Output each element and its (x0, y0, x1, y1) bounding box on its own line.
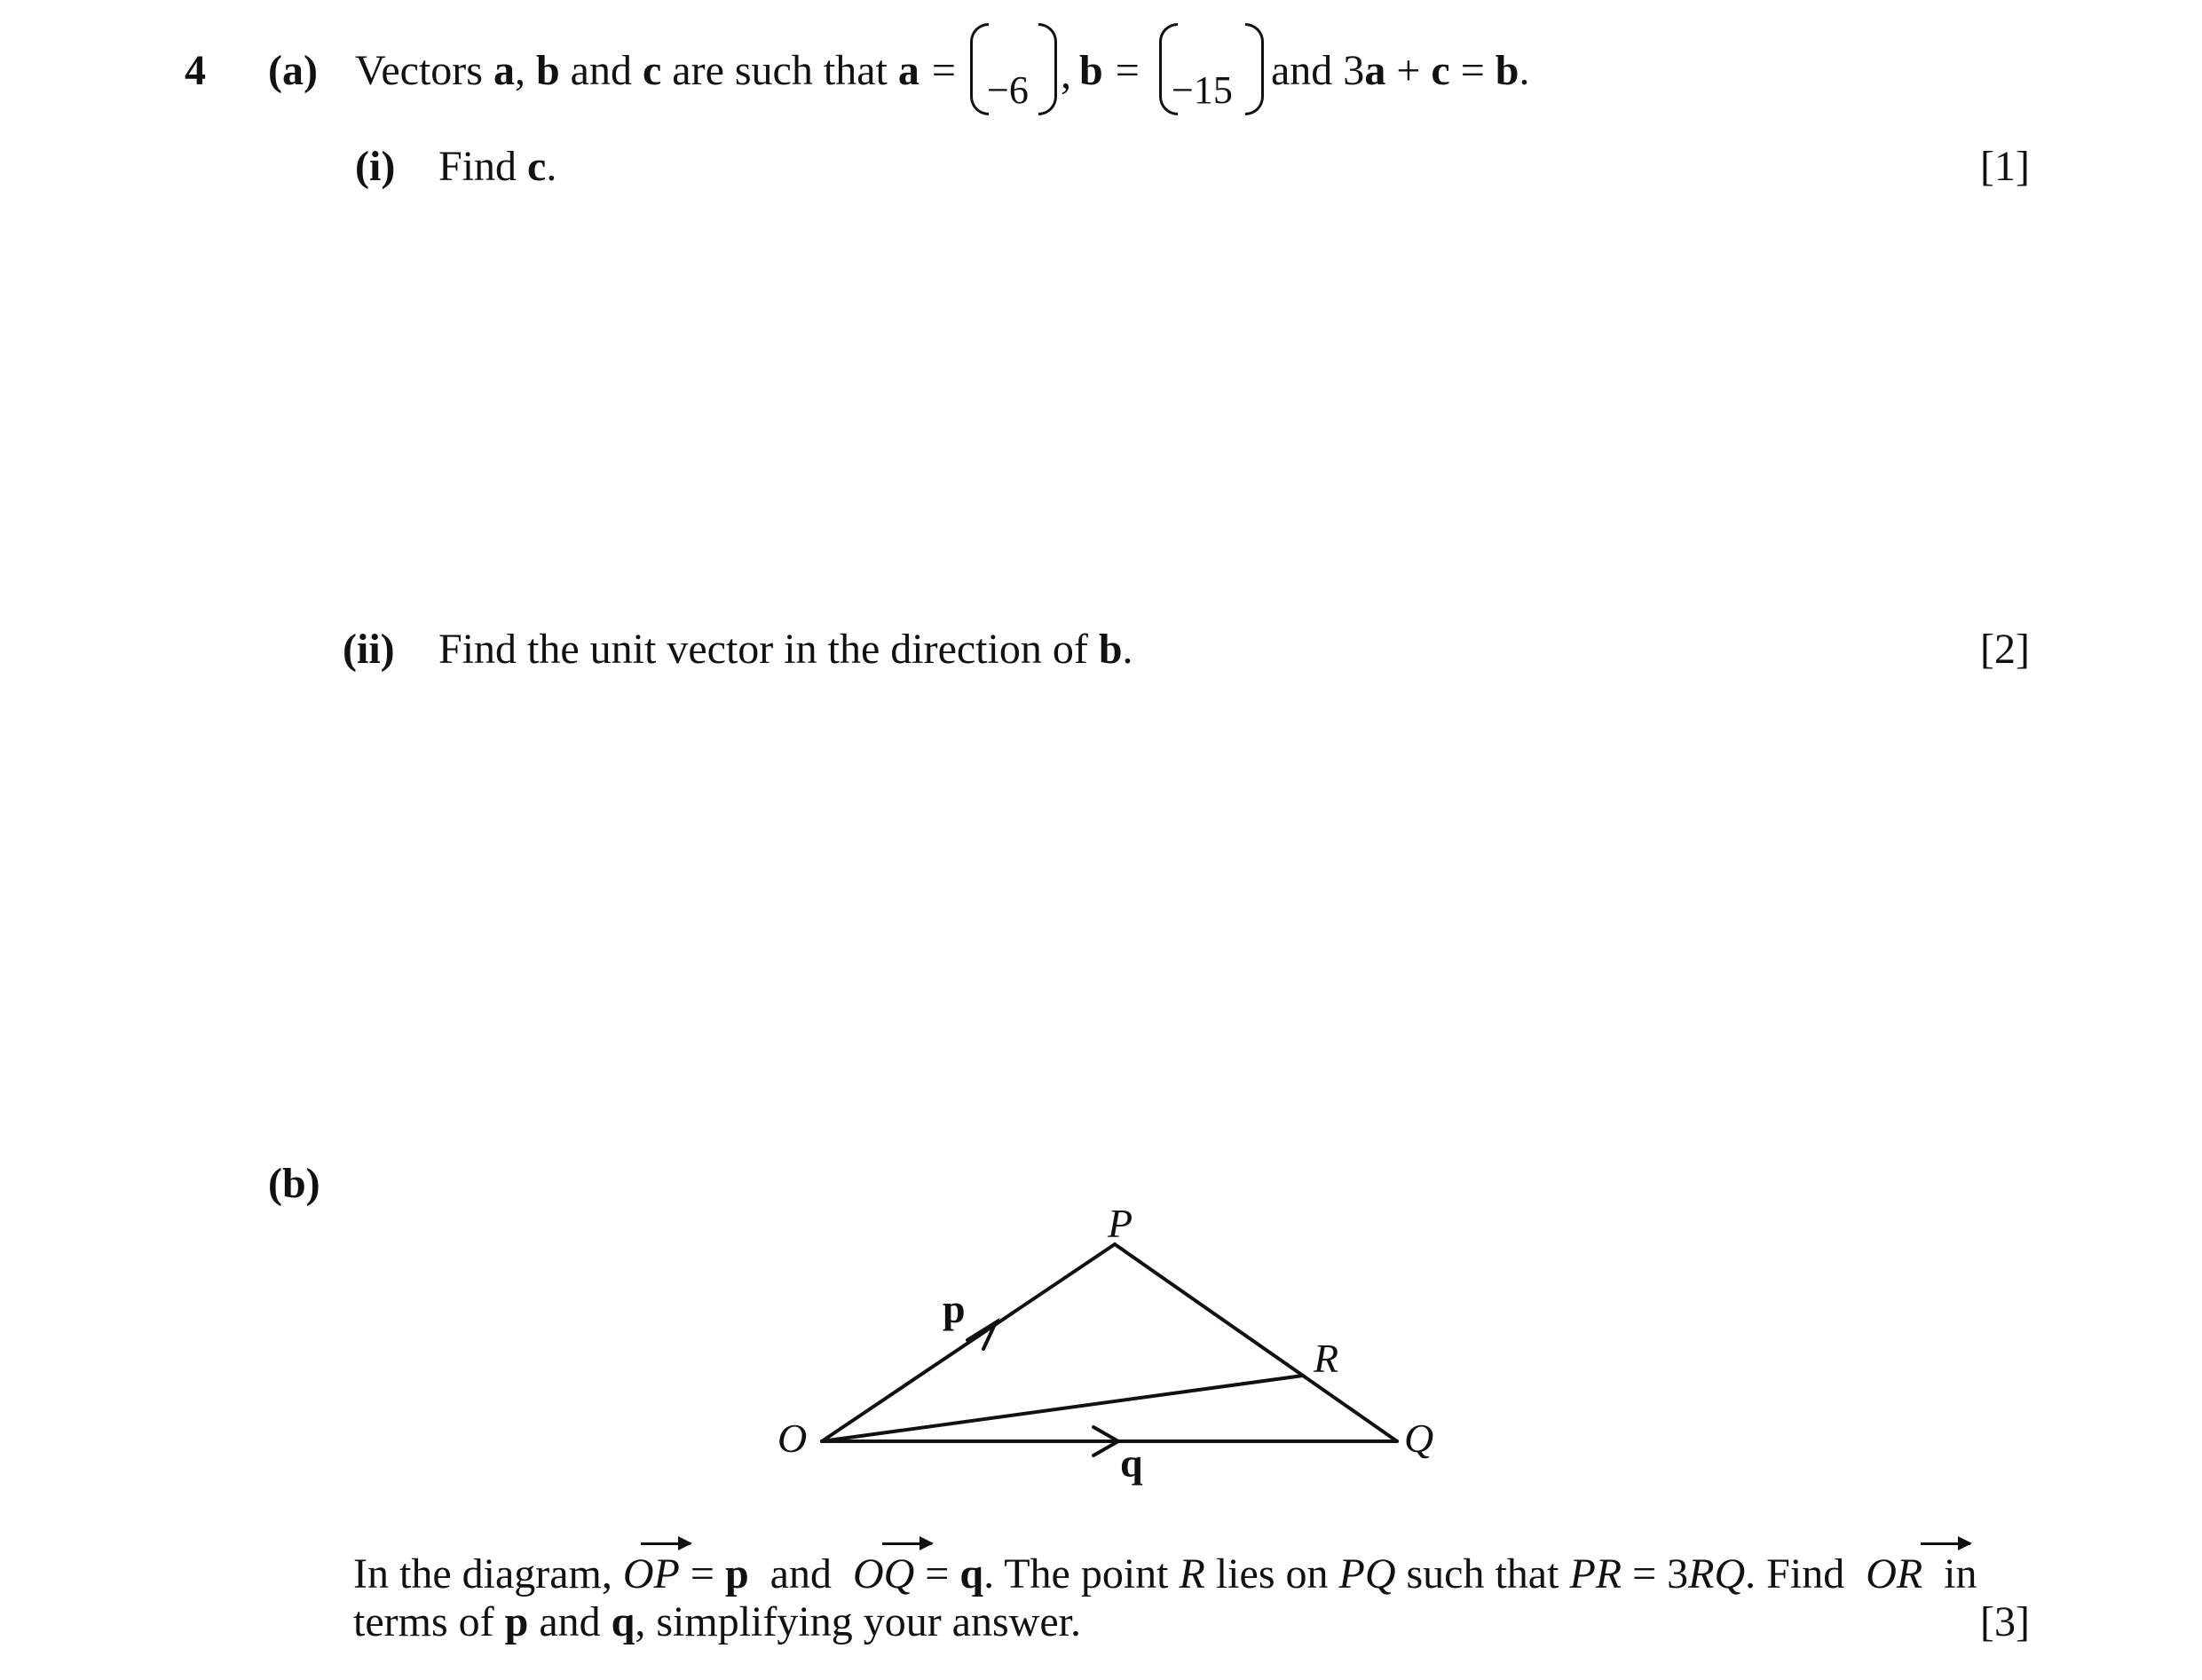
b-q: q (959, 1550, 984, 1597)
part-a-ii-end: . (1122, 626, 1133, 673)
side-op (822, 1244, 1115, 1441)
part-a-ii-marks: [2] (1980, 626, 2030, 673)
b-text-7: in (1922, 1550, 1977, 1597)
arrow-over-or-icon (1921, 1542, 1970, 1545)
b-text-5: = 3 (1622, 1550, 1689, 1597)
stem-comma: , (514, 47, 536, 94)
vector-a-bottom-entry: −6 (987, 68, 1029, 112)
part-a-i-vec: c (527, 143, 547, 190)
b-equals-sign: = (1115, 47, 1140, 94)
label-p-point: P (1108, 1201, 1133, 1246)
label-vector-q: q (1120, 1440, 1143, 1486)
stem-and: and (559, 47, 643, 94)
part-b-line-1 (353, 1550, 1977, 1597)
vector-or: OR (1866, 1550, 1923, 1597)
vector-oq: OQ (852, 1550, 915, 1597)
arrow-over-op-icon (641, 1542, 691, 1545)
b-text-3: lies on (1204, 1550, 1339, 1597)
b-r: R (1179, 1550, 1205, 1597)
relation-plus: + (1385, 47, 1432, 94)
label-o-point: O (777, 1416, 808, 1461)
part-b-marks: [3] (1980, 1598, 2030, 1645)
b-eq-1: = (679, 1550, 725, 1597)
relation-eq: = (1449, 47, 1496, 94)
relation-b: b (1495, 47, 1519, 94)
part-a-label: (a) (268, 47, 318, 94)
equals-sign: = (931, 47, 956, 94)
b-text-1: In the diagram, (353, 1550, 623, 1597)
b-text-2: . The point (983, 1550, 1180, 1597)
b-eq-2: = (914, 1550, 960, 1597)
part-a-i-marks: [1] (1980, 143, 2030, 190)
part-b-line-2 (353, 1598, 1081, 1645)
b2-q: q (611, 1598, 635, 1645)
question-number: 4 (185, 47, 206, 94)
b2-text-1: terms of (353, 1598, 505, 1645)
b-rq: RQ (1688, 1550, 1746, 1597)
a-equation-label: a (897, 47, 919, 94)
b2-p: p (504, 1598, 529, 1645)
label-r-point: R (1314, 1336, 1339, 1381)
part-a-ii-prompt: Find the unit vector in the direction of (438, 626, 1099, 673)
b-equation-label: b (1079, 47, 1103, 94)
b-pr: PR (1569, 1550, 1622, 1597)
part-a-i-prompt: Find (438, 143, 528, 190)
part-a-i-label: (i) (355, 143, 396, 190)
vec-b: b (535, 47, 560, 94)
arrow-over-oq-icon (882, 1542, 932, 1545)
stem-mid: are such that (661, 47, 898, 94)
b2-text-2: and (528, 1598, 612, 1645)
part-a-ii-vec: b (1098, 626, 1123, 673)
line-or (822, 1376, 1303, 1441)
b-p: p (724, 1550, 749, 1597)
relation-a: a (1364, 47, 1386, 94)
label-q-point: Q (1404, 1416, 1434, 1461)
b-text-4: such that (1395, 1550, 1570, 1597)
b-and: and (748, 1550, 853, 1597)
relation-and: and 3 (1271, 47, 1365, 94)
side-pq (1115, 1244, 1397, 1441)
b-pq: PQ (1338, 1550, 1396, 1597)
relation-c: c (1431, 47, 1450, 94)
vec-a: a (493, 47, 515, 94)
part-a-i-end: . (546, 143, 557, 190)
vector-b-bottom-entry: −15 (1172, 68, 1233, 112)
vector-a-comma: , (1061, 51, 1071, 98)
relation-end: . (1519, 47, 1530, 94)
b2-text-3: , simplifying your answer. (635, 1598, 1081, 1645)
part-a-ii-label: (ii) (343, 626, 395, 673)
b-text-6: . Find (1745, 1550, 1867, 1597)
part-b-label: (b) (268, 1160, 320, 1207)
vector-op: OP (622, 1550, 680, 1597)
stem-start: Vectors (355, 47, 493, 94)
label-vector-p: p (943, 1286, 966, 1331)
vec-c: c (642, 47, 662, 94)
